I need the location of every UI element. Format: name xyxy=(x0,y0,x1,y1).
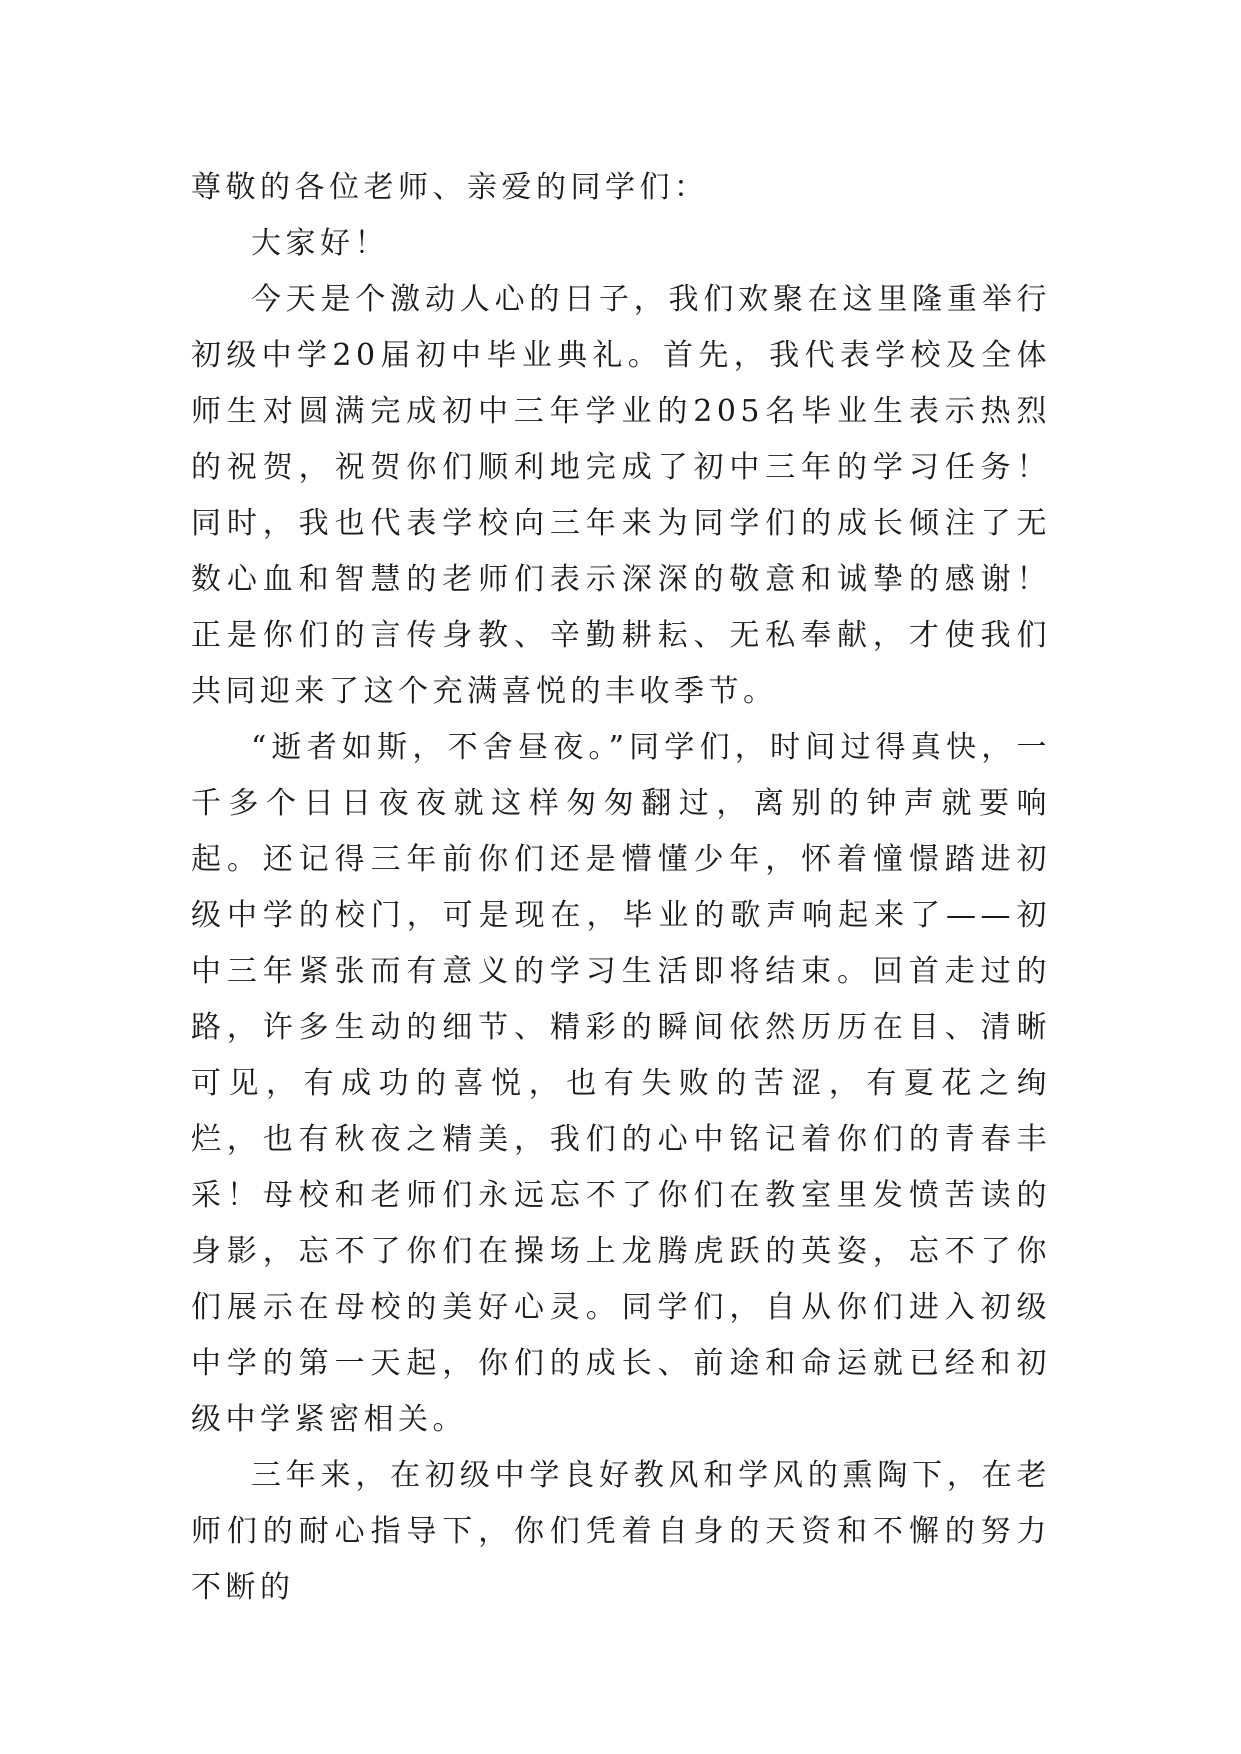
speech-body xyxy=(191,160,1051,1616)
greeting: 大家好！ xyxy=(251,226,389,261)
paragraph-memories: “逝者如斯，不舍昼夜。”同学们，时间过得真快，一千多个日日夜夜就这样匆匆翻过，离别的钟声就要响起。还记得三年前你们还是懵懂少年，怀着憧憬踏进初级中学的校门，可是现在，毕业的歌声响起来了——初中三年紧张而有意义的学习生活即将结束。回首走过的路，许多生动的细节、精彩的瞬间依然历历在目、清晰可见，有成功的喜悦，也有失败的苦涩，有夏花之绚烂，也有秋夜之精美，我们的心中铭记着你们的青春丰采！母校和老师们永远忘不了你们在教室里发愤苦读的身影，忘不了你们在操场上龙腾虎跃的英姿，忘不了你们展示在母校的美好心灵。同学们，自从你们进入初级中学的第一天起，你们的成长、前途和命运就已经和初级中学紧密相关。 xyxy=(191,730,1051,1437)
salutation: 尊敬的各位老师、亲爱的同学们： xyxy=(191,170,709,205)
paragraph-three-years: 三年来，在初级中学良好教风和学风的熏陶下，在老师们的耐心指导下，你们凭着自身的天资和不懈的努力不断的 xyxy=(191,1458,1051,1605)
paragraph-opening: 今天是个激动人心的日子，我们欢聚在这里隆重举行初级中学20届初中毕业典礼。首先，我代表学校及全体师生对圆满完成初中三年学业的205名毕业生表示热烈的祝贺，祝贺你们顺利地完成了初中三年的学习任务！同时，我也代表学校向三年来为同学们的成长倾注了无数心血和智慧的老师们表示深深的敬意和诚挚的感谢！正是你们的言传身教、辛勤耕耘、无私奉献，才使我们共同迎来了这个充满喜悦的丰收季节。 xyxy=(191,282,1051,709)
